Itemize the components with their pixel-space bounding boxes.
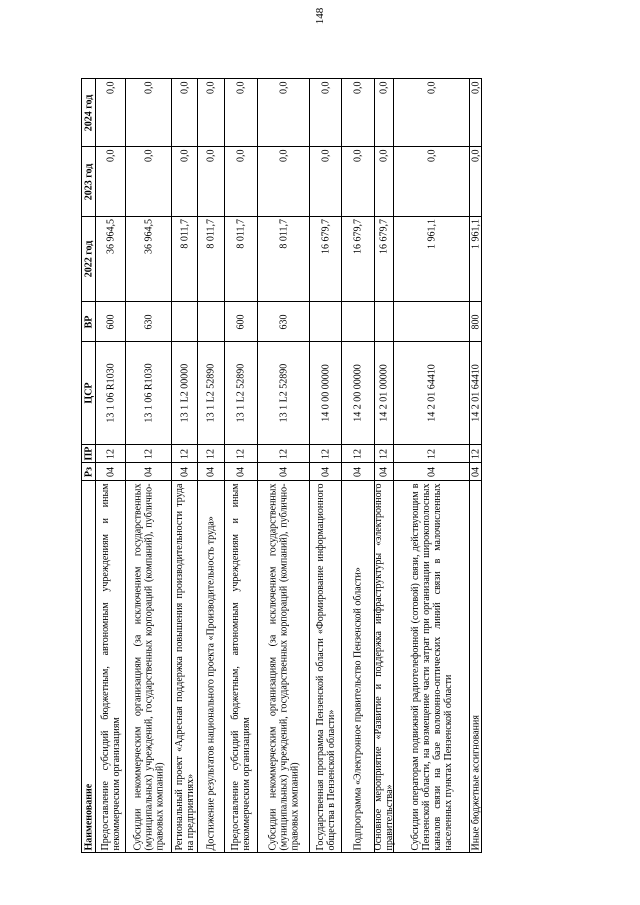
- cell-pr-text: 12: [179, 448, 190, 459]
- cell-csr: [96, 342, 125, 444]
- cell-rz: [172, 463, 197, 480]
- cell-name-text: Предоставление субсидий бюджетным, автономным учреждениям и иным некоммерческим организациям: [230, 483, 252, 850]
- cell-rz-text: 04: [352, 466, 364, 477]
- cell-y2024-text: 0,0: [426, 81, 437, 94]
- cell-pr-text: 12: [378, 448, 390, 459]
- column-header-y2024-text: 2024 год: [83, 94, 94, 131]
- cell-csr-text: 13 1 L2 52890: [205, 363, 217, 423]
- cell-rz: [342, 463, 374, 480]
- cell-vr-text: 630: [278, 314, 289, 329]
- cell-y2023: [258, 147, 309, 216]
- cell-y2023-text: 0,0: [378, 149, 390, 162]
- cell-csr: [258, 342, 309, 444]
- cell-rz-text: 04: [320, 466, 331, 477]
- cell-rz: [258, 463, 309, 480]
- cell-y2023: [126, 147, 171, 216]
- cell-y2024-text: 0,0: [378, 81, 390, 94]
- cell-name: [225, 481, 257, 852]
- cell-y2023: [470, 147, 481, 216]
- table-rule: [81, 852, 482, 853]
- cell-y2022: [172, 217, 197, 301]
- cell-y2024-text: 0,0: [320, 81, 331, 94]
- cell-y2024: [198, 79, 224, 146]
- cell-pr-text: 12: [278, 448, 289, 459]
- cell-pr-text: 12: [426, 448, 437, 459]
- cell-rz: [394, 463, 469, 480]
- cell-y2024-text: 0,0: [143, 81, 154, 94]
- cell-y2023: [198, 147, 224, 216]
- cell-name-text: Основное мероприятие «Развитие и поддержка инфраструктуры «электронного правительства»: [373, 483, 395, 850]
- cell-csr: [394, 342, 469, 444]
- cell-vr-text: 600: [105, 314, 116, 329]
- cell-csr: [310, 342, 341, 444]
- cell-y2024-text: 0,0: [105, 81, 116, 94]
- cell-y2023: [225, 147, 257, 216]
- cell-pr: [96, 445, 125, 462]
- cell-y2022: [470, 217, 481, 301]
- cell-csr: [342, 342, 374, 444]
- cell-vr: [375, 302, 393, 341]
- cell-rz-text: 04: [278, 466, 289, 477]
- column-header-name: [82, 481, 95, 852]
- column-header-csr: [82, 342, 95, 444]
- cell-y2023: [394, 147, 469, 216]
- cell-rz-text: 04: [426, 466, 437, 477]
- cell-y2022-text: 16 679,7: [352, 219, 364, 254]
- cell-vr: [342, 302, 374, 341]
- cell-y2024-text: 0,0: [179, 81, 190, 94]
- cell-y2024: [96, 79, 125, 146]
- cell-rz-text: 04: [205, 466, 217, 477]
- cell-pr: [225, 445, 257, 462]
- cell-name: [394, 481, 469, 852]
- cell-pr-text: 12: [470, 448, 481, 459]
- cell-vr-text: 630: [143, 314, 154, 329]
- column-header-name-text: Наименование: [83, 783, 94, 850]
- cell-pr: [470, 445, 481, 462]
- cell-name: [172, 481, 197, 852]
- cell-y2023-text: 0,0: [352, 149, 364, 162]
- cell-rz: [126, 463, 171, 480]
- cell-pr: [172, 445, 197, 462]
- cell-y2023: [310, 147, 341, 216]
- cell-name-text: Субсидии операторам подвижной радиотелефонной (сотовой) связи, действующим в Пензенской области, на возмещение части затрат при организации широкополосных каналов связи на базе волоконно-оптических линий связи в малочисленных населенных пунктах Пензенской области: [409, 483, 454, 850]
- cell-y2024: [172, 79, 197, 146]
- column-header-y2023-text: 2023 год: [83, 163, 94, 200]
- cell-pr: [198, 445, 224, 462]
- cell-pr-text: 12: [235, 448, 247, 459]
- cell-rz-text: 04: [235, 466, 247, 477]
- cell-rz-text: 04: [378, 466, 390, 477]
- cell-vr-text: 800: [470, 314, 481, 329]
- cell-y2022-text: 8 011,7: [235, 219, 247, 249]
- column-header-pr: [82, 445, 95, 462]
- cell-vr: [172, 302, 197, 341]
- cell-y2023: [375, 147, 393, 216]
- cell-y2022: [375, 217, 393, 301]
- cell-pr-text: 12: [143, 448, 154, 459]
- cell-csr-text: 13 1 L2 00000: [179, 363, 190, 423]
- column-header-y2024: [82, 79, 95, 146]
- cell-name: [126, 481, 171, 852]
- cell-y2023-text: 0,0: [320, 149, 331, 162]
- cell-name-text: Региональный проект «Адресная поддержка повышения производительности труда на предприятиях»: [173, 483, 196, 850]
- cell-y2024: [394, 79, 469, 146]
- cell-rz: [375, 463, 393, 480]
- cell-vr: [394, 302, 469, 341]
- cell-y2024-text: 0,0: [235, 81, 247, 94]
- cell-csr: [198, 342, 224, 444]
- cell-pr-text: 12: [320, 448, 331, 459]
- cell-name: [342, 481, 374, 852]
- cell-csr-text: 14 2 01 00000: [378, 364, 390, 422]
- cell-y2023-text: 0,0: [105, 149, 116, 162]
- cell-csr-text: 14 0 00 00000: [320, 364, 331, 422]
- cell-y2023-text: 0,0: [235, 149, 247, 162]
- cell-name: [96, 481, 125, 852]
- cell-vr: [198, 302, 224, 341]
- cell-y2022: [342, 217, 374, 301]
- cell-pr: [258, 445, 309, 462]
- cell-name: [470, 481, 481, 852]
- cell-y2023-text: 0,0: [179, 149, 190, 162]
- column-header-y2022-text: 2022 год: [83, 240, 94, 278]
- cell-y2024-text: 0,0: [278, 81, 289, 94]
- cell-csr: [470, 342, 481, 444]
- cell-vr: [470, 302, 481, 341]
- column-header-y2022: [82, 217, 95, 301]
- cell-vr-text: 600: [235, 314, 247, 329]
- cell-csr-text: 14 2 01 64410: [470, 364, 481, 422]
- cell-name: [198, 481, 224, 852]
- cell-name-text: Субсидии некоммерческим организациям (за исключением государственных (муниципальных) учреждений, государственных корпораций (компаний), публично-правовых компаний): [132, 483, 165, 850]
- cell-y2023-text: 0,0: [470, 149, 481, 162]
- cell-y2024: [225, 79, 257, 146]
- cell-csr-text: 14 2 01 64410: [426, 364, 437, 422]
- cell-y2022-text: 16 679,7: [378, 219, 390, 254]
- cell-csr-text: 13 1 L2 52890: [235, 363, 247, 423]
- cell-y2022: [96, 217, 125, 301]
- cell-y2022-text: 36 964,5: [105, 219, 116, 254]
- cell-y2022: [225, 217, 257, 301]
- cell-name-text: Иные бюджетные ассигнования: [470, 714, 481, 850]
- cell-name-text: Предоставление субсидий бюджетным, автономным учреждениям и иным некоммерческим организациям: [99, 483, 122, 850]
- cell-y2022: [198, 217, 224, 301]
- cell-y2024: [470, 79, 481, 146]
- column-header-rz: [82, 463, 95, 480]
- cell-name-text: Субсидии некоммерческим организациям (за исключением государственных (муниципальных) учреждений, государственных корпораций (компаний), публично-правовых компаний): [267, 483, 300, 850]
- cell-csr: [126, 342, 171, 444]
- cell-y2022-text: 1 961,1: [470, 219, 481, 249]
- cell-csr-text: 13 1 06 R1030: [143, 363, 154, 423]
- cell-y2022-text: 16 679,7: [320, 219, 331, 254]
- column-header-vr-text: ВР: [83, 315, 94, 328]
- cell-y2023-text: 0,0: [143, 149, 154, 162]
- column-header-pr-text: ПР: [83, 446, 94, 460]
- cell-y2024: [126, 79, 171, 146]
- cell-rz-text: 04: [143, 466, 154, 477]
- cell-y2024: [258, 79, 309, 146]
- page-number: 148: [314, 7, 326, 25]
- cell-rz: [225, 463, 257, 480]
- cell-vr: [258, 302, 309, 341]
- cell-y2024: [375, 79, 393, 146]
- cell-y2024-text: 0,0: [470, 81, 481, 94]
- cell-csr-text: 13 1 L2 52890: [278, 363, 289, 423]
- cell-name-text: Подпрограмма «Электронное правительство Пензенской области»: [352, 566, 364, 850]
- cell-y2022-text: 8 011,7: [179, 219, 190, 249]
- cell-rz: [96, 463, 125, 480]
- cell-name-text: Достижение результатов национального проекта «Производительность труда»: [205, 515, 217, 850]
- cell-y2022-text: 36 964,5: [143, 219, 154, 254]
- cell-csr: [375, 342, 393, 444]
- cell-pr: [126, 445, 171, 462]
- cell-y2024: [310, 79, 341, 146]
- cell-csr-text: 13 1 06 R1030: [105, 363, 116, 423]
- cell-rz-text: 04: [105, 466, 116, 477]
- cell-vr: [96, 302, 125, 341]
- cell-y2022: [126, 217, 171, 301]
- cell-pr: [375, 445, 393, 462]
- cell-y2023: [172, 147, 197, 216]
- cell-name: [375, 481, 393, 852]
- cell-y2022-text: 8 011,7: [205, 219, 217, 249]
- cell-rz: [470, 463, 481, 480]
- cell-csr: [172, 342, 197, 444]
- cell-pr: [342, 445, 374, 462]
- cell-y2023: [342, 147, 374, 216]
- cell-pr-text: 12: [352, 448, 364, 459]
- cell-y2023: [96, 147, 125, 216]
- cell-rz-text: 04: [470, 466, 481, 477]
- cell-y2022: [394, 217, 469, 301]
- cell-vr: [126, 302, 171, 341]
- cell-y2024: [342, 79, 374, 146]
- cell-name: [258, 481, 309, 852]
- column-header-vr: [82, 302, 95, 341]
- cell-csr: [225, 342, 257, 444]
- cell-pr-text: 12: [205, 448, 217, 459]
- cell-y2022-text: 1 961,1: [426, 219, 437, 249]
- cell-pr: [394, 445, 469, 462]
- cell-y2023-text: 0,0: [205, 149, 217, 162]
- cell-csr-text: 14 2 00 00000: [352, 364, 364, 422]
- cell-y2023-text: 0,0: [278, 149, 289, 162]
- cell-y2023-text: 0,0: [426, 149, 437, 162]
- column-header-csr-text: ЦСР: [83, 382, 94, 404]
- cell-name: [310, 481, 341, 852]
- column-header-rz-text: Рз: [83, 466, 94, 477]
- cell-pr: [310, 445, 341, 462]
- cell-y2024-text: 0,0: [352, 81, 364, 94]
- cell-vr: [310, 302, 341, 341]
- cell-rz: [198, 463, 224, 480]
- cell-y2022-text: 8 011,7: [278, 219, 289, 249]
- cell-pr-text: 12: [105, 448, 116, 459]
- cell-name-text: Государственная программа Пензенской области «Формирование информационного общества в Пензенской области»: [314, 483, 337, 850]
- column-header-y2023: [82, 147, 95, 216]
- cell-vr: [225, 302, 257, 341]
- cell-rz: [310, 463, 341, 480]
- cell-rz-text: 04: [179, 466, 190, 477]
- cell-y2022: [258, 217, 309, 301]
- cell-y2024-text: 0,0: [205, 81, 217, 94]
- cell-y2022: [310, 217, 341, 301]
